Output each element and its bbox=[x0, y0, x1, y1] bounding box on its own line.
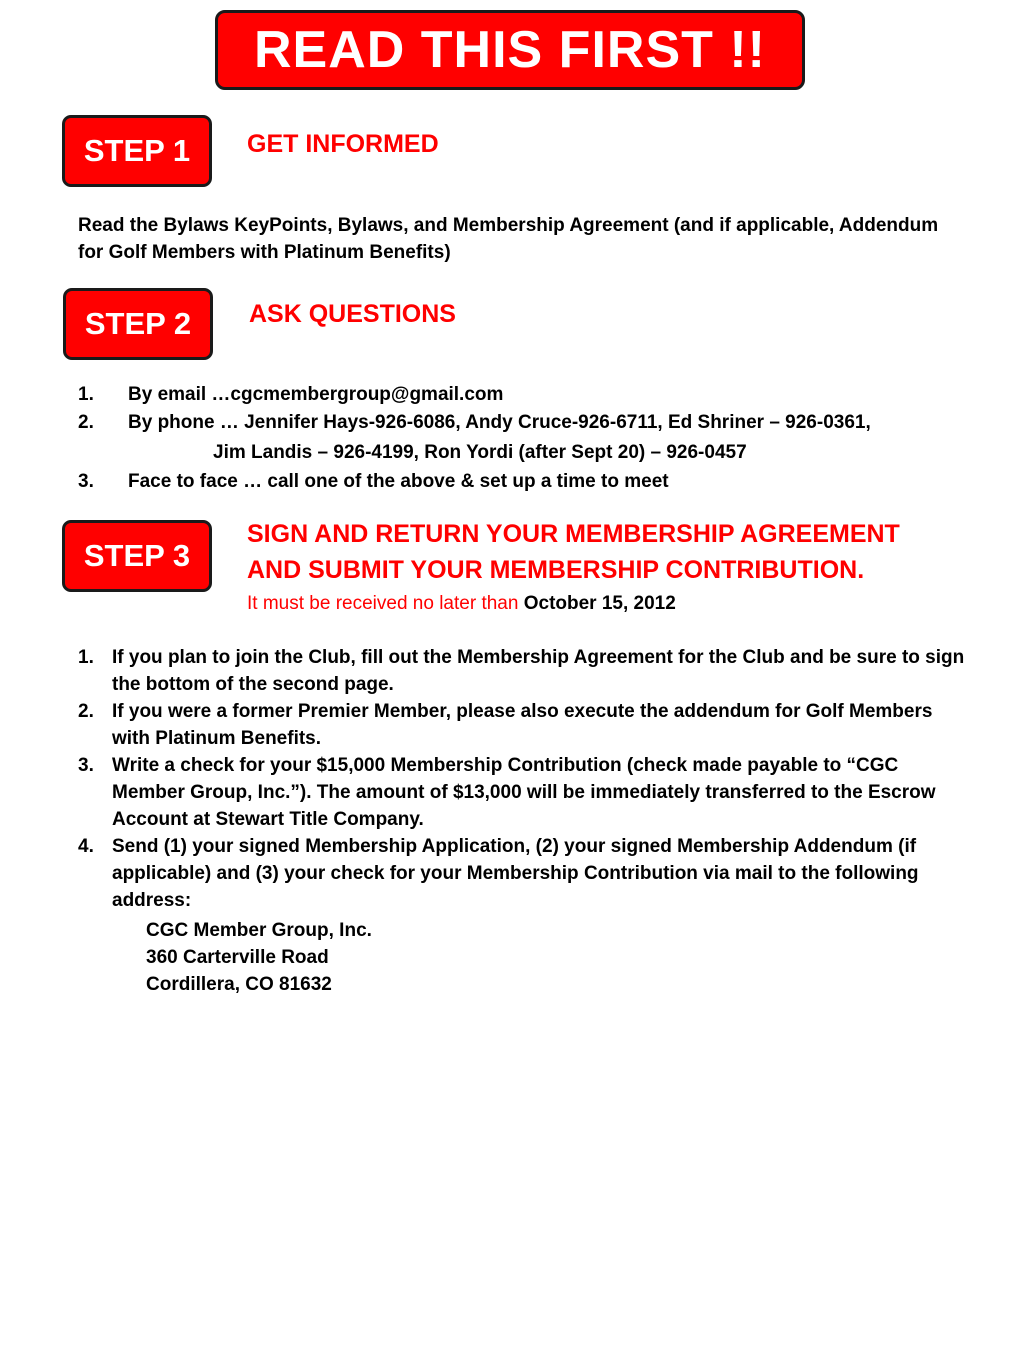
list-item-text: If you plan to join the Club, fill out the Membership Agreement for the Club and be sure to sign the bottom of the second page. bbox=[112, 647, 965, 695]
list-number: 3. bbox=[78, 755, 94, 776]
list-number: 3. bbox=[78, 471, 94, 492]
list-number: 4. bbox=[78, 836, 94, 857]
read-this-first-banner bbox=[215, 10, 805, 90]
deadline-prefix: It must be received no later than bbox=[247, 593, 519, 614]
list-item-text: Send (1) your signed Membership Application, (2) your signed Membership Addendum (if applicable) and (3) your check for your Membership Contribution via mail to the following address: bbox=[112, 836, 919, 911]
list-item bbox=[78, 698, 968, 752]
step-2-badge: STEP 2 bbox=[63, 288, 213, 360]
list-item-text: Write a check for your $15,000 Membership Contribution (check made payable to “CGC Member Group, Inc.”). The amount of $13,000 will be immediately transferred to the Escrow Account at Stewart Title Company. bbox=[112, 755, 936, 830]
step-3-heading-line-1: SIGN AND RETURN YOUR MEMBERSHIP AGREEMENT bbox=[247, 520, 900, 548]
step-3-heading-line-2: AND SUBMIT YOUR MEMBERSHIP CONTRIBUTION. bbox=[247, 556, 865, 584]
list-item bbox=[78, 471, 669, 493]
list-number: 2. bbox=[78, 701, 94, 722]
list-number: 1. bbox=[78, 384, 94, 405]
step-1-badge: STEP 1 bbox=[62, 115, 212, 187]
step-3-badge: STEP 3 bbox=[62, 520, 212, 592]
list-number: 2. bbox=[78, 412, 94, 433]
mailing-address bbox=[146, 917, 372, 998]
contact-phones: By phone … Jennifer Hays-926-6086, Andy Cruce-926-6711, Ed Shriner – 926-0361, bbox=[128, 412, 871, 433]
list-item-text: If you were a former Premier Member, please also execute the addendum for Golf Members with Platinum Benefits. bbox=[112, 701, 933, 749]
deadline-date: October 15, 2012 bbox=[523, 593, 676, 614]
step-1-body: Read the Bylaws KeyPoints, Bylaws, and Membership Agreement (and if applicable, Addendum for Golf Members with Platinum Benefits) bbox=[78, 215, 939, 263]
deadline-line bbox=[247, 590, 676, 617]
list-item bbox=[78, 644, 968, 698]
address-line-1: CGC Member Group, Inc. bbox=[146, 920, 372, 941]
list-number: 1. bbox=[78, 647, 94, 668]
contact-email: By email …cgcmembergroup@gmail.com bbox=[128, 384, 504, 405]
list-item bbox=[78, 752, 968, 833]
step-2-heading: ASK QUESTIONS bbox=[249, 300, 456, 328]
step-3-instructions bbox=[78, 644, 968, 914]
list-item bbox=[78, 412, 871, 434]
list-item bbox=[78, 833, 968, 914]
step-1-heading: GET INFORMED bbox=[247, 130, 439, 158]
banner-title: READ THIS FIRST !! bbox=[254, 21, 766, 79]
contact-phones-continued: Jim Landis – 926-4199, Ron Yordi (after Sept 20) – 926-0457 bbox=[213, 442, 747, 463]
address-line-2: 360 Carterville Road bbox=[146, 947, 329, 968]
list-item bbox=[78, 384, 503, 406]
contact-in-person: Face to face … call one of the above & set up a time to meet bbox=[128, 471, 669, 492]
address-line-3: Cordillera, CO 81632 bbox=[146, 974, 332, 995]
